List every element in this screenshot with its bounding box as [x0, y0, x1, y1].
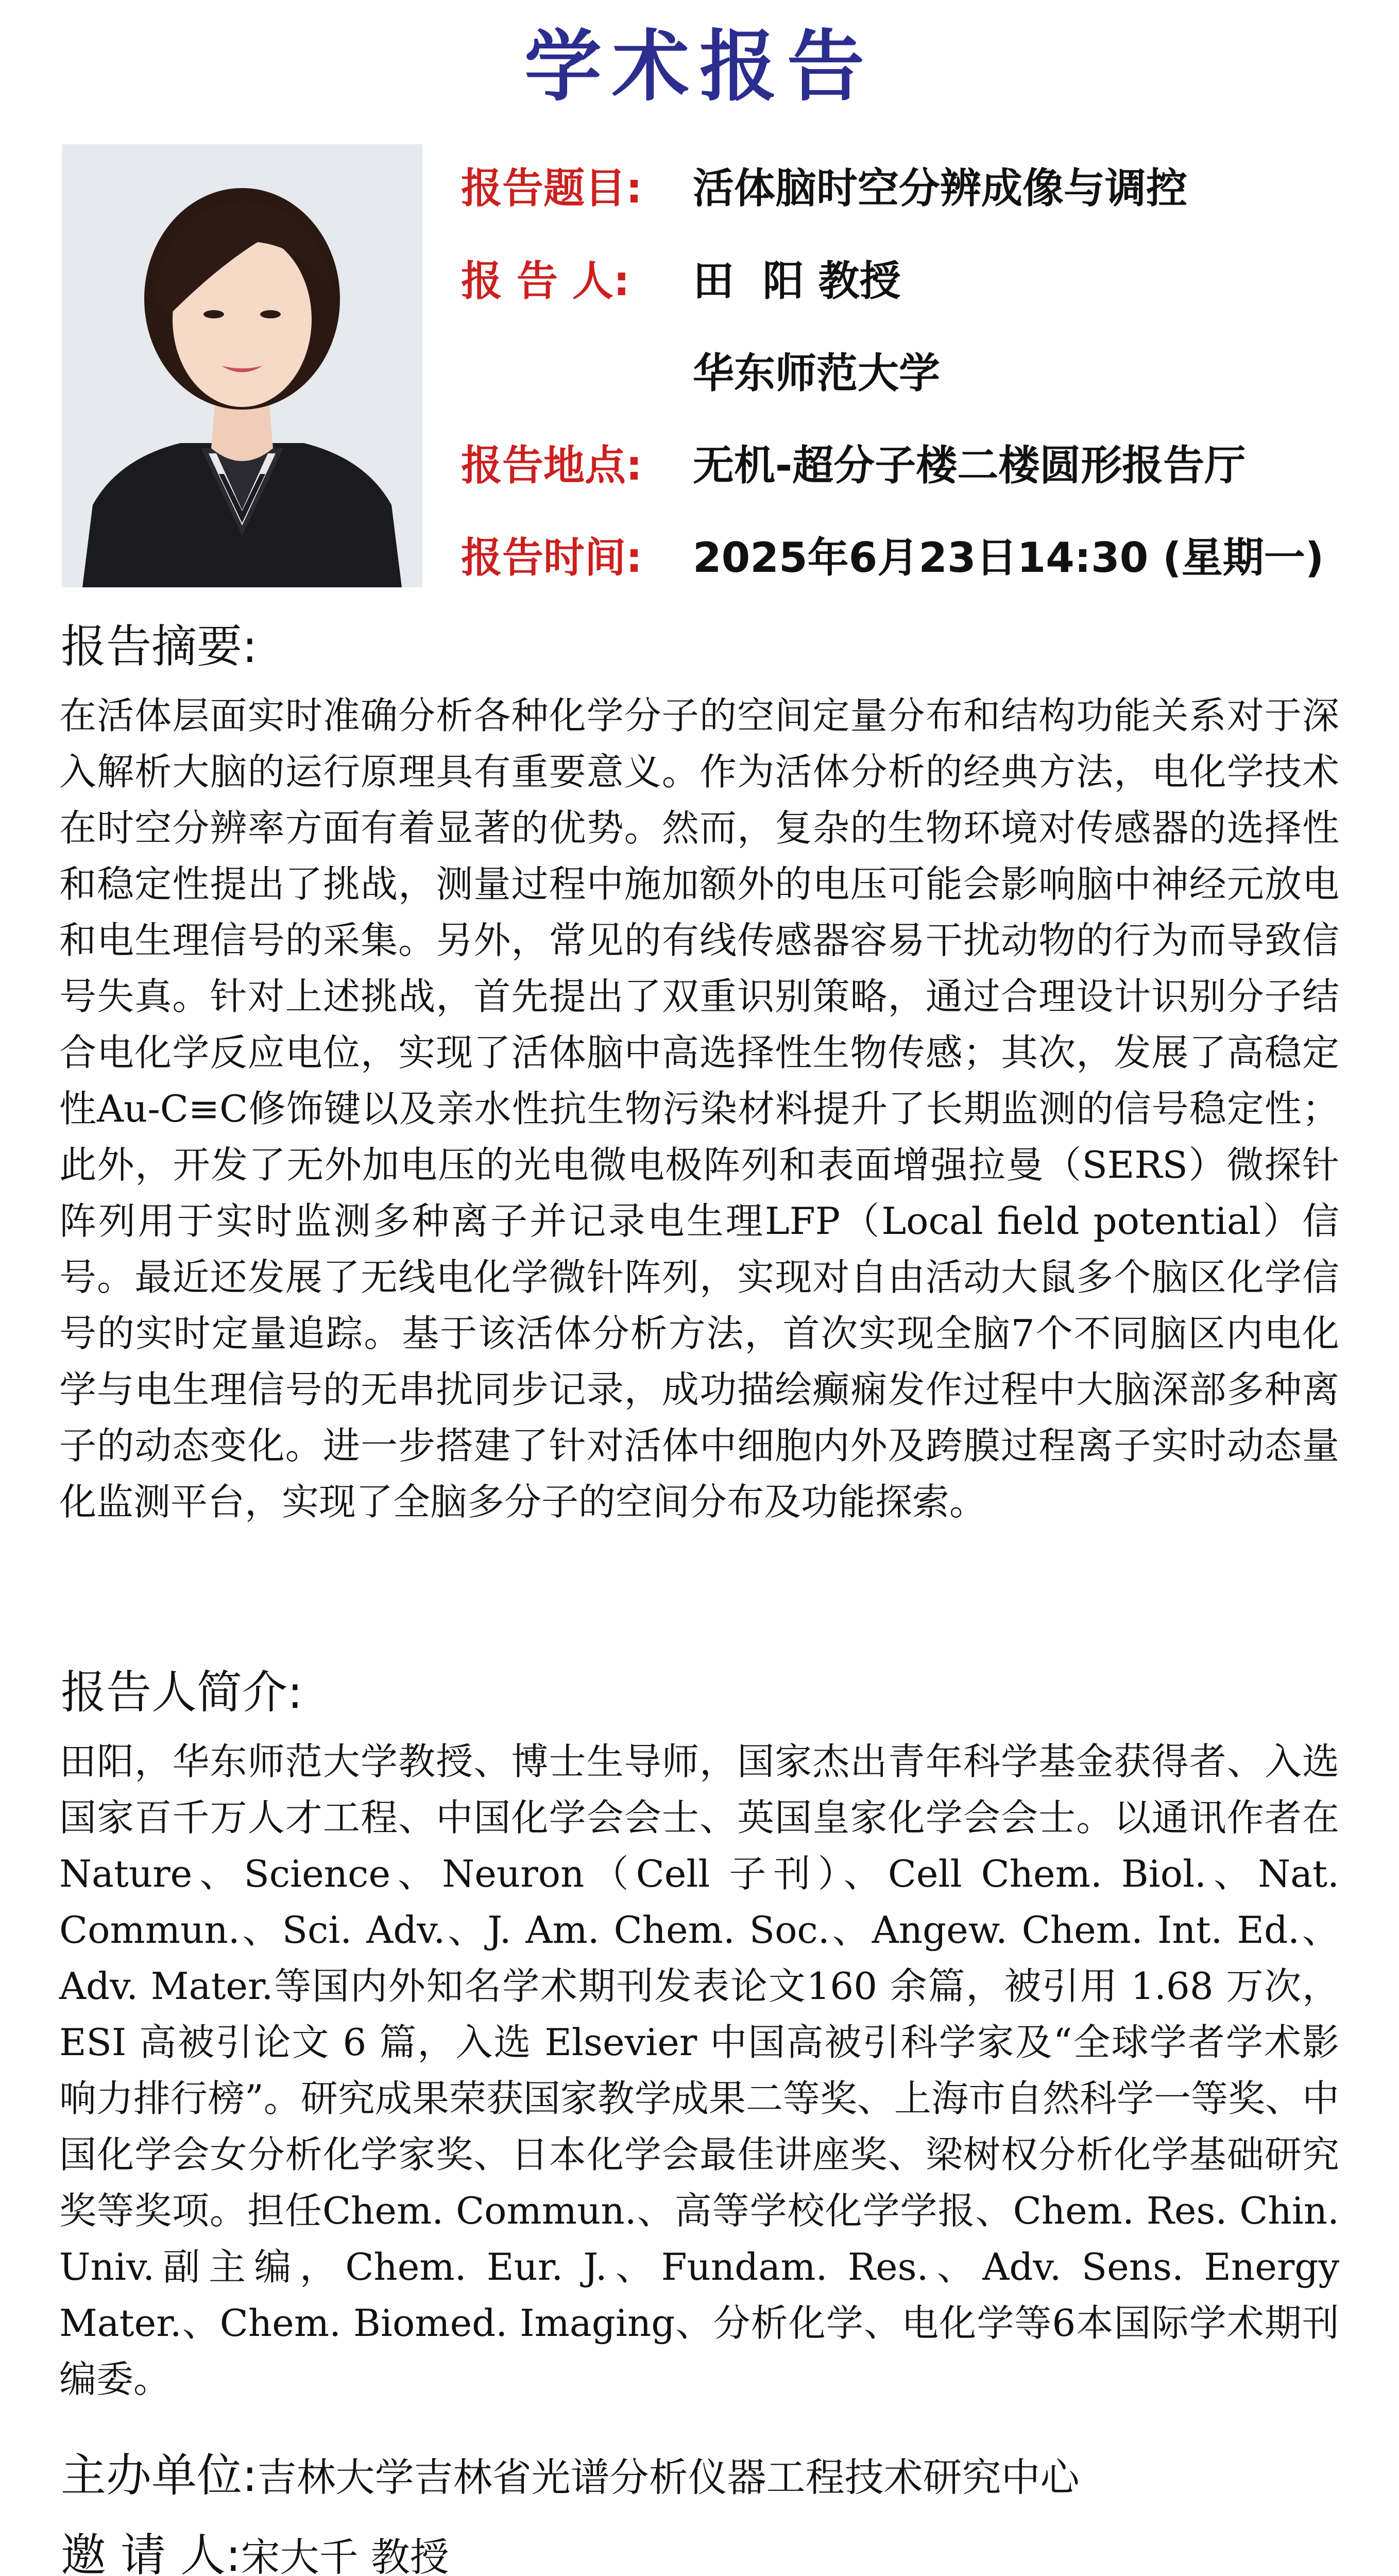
time-label: 报告时间:: [461, 534, 642, 582]
info-time: [461, 522, 1324, 594]
affiliation-value: 华东师范大学: [693, 349, 940, 397]
host-label: 主办单位:: [61, 2449, 258, 2502]
inviter-label: 邀 请 人:: [61, 2529, 241, 2576]
host-value: 吉林大学吉林省光谱分析仪器工程技术研究中心: [257, 2454, 1080, 2500]
speaker-label: 报 告 人:: [461, 257, 630, 305]
bio-text: 田阳，华东师范大学教授、博士生导师，国家杰出青年科学基金获得者、入选国家百千万人才工程、中国化学会会士、英国皇家化学会会士。以通讯作者在 Nature、Science、Neuron（Cell 子刊）、Cell Chem. Biol.、Nat. Commun.、Sci. Adv.、J. Am. Chem. Soc.、Angew. Chem. Int. Ed.、Adv. Mater.等国内外知名学术期刊发表论文160 余篇，被引用 1.68 万次，ESI 高被引论文 6 篇，入选 Elsevier 中国高被引科学家及“全球学者学术影响力排行榜”。研究成果荣获国家教学成果二等奖、上海市自然科学一等奖、中国化学会女分析化学家奖、日本化学会最佳讲座奖、梁树权分析化学基础研究奖等奖项。担任Chem. Commun.、高等学校化学学报、Chem. Res. Chin. Univ.副主编，Chem. Eur. J.、Fundam. Res.、Adv. Sens. Energy Mater.、Chem. Biomed. Imaging、分析化学、电化学等6本国际学术期刊编委。: [59, 1740, 1339, 2401]
speaker-value: 田 阳 教授: [693, 257, 901, 305]
info-location: [461, 430, 1246, 502]
speaker-photo: [62, 144, 422, 587]
host-row: [61, 2445, 1080, 2519]
info-topic: [461, 152, 1187, 225]
topic-label: 报告题目:: [461, 164, 642, 212]
info-affiliation: [461, 337, 940, 410]
info-speaker: [461, 245, 901, 317]
location-label: 报告地点:: [461, 442, 642, 489]
page-title: 学术报告: [524, 22, 875, 112]
location-value: 无机-超分子楼二楼圆形报告厅: [693, 442, 1246, 489]
abstract-text: 在活体层面实时准确分析各种化学分子的空间定量分布和结构功能关系对于深入解析大脑的运行原理具有重要意义。作为活体分析的经典方法，电化学技术在时空分辨率方面有着显著的优势。然而，复杂的生物环境对传感器的选择性和稳定性提出了挑战，测量过程中施加额外的电压可能会影响脑中神经元放电和电生理信号的采集。另外，常见的有线传感器容易干扰动物的行为而导致信号失真。针对上述挑战，首先提出了双重识别策略，通过合理设计识别分子结合电化学反应电位，实现了活体脑中高选择性生物传感；其次，发展了高稳定性Au-C≡C修饰键以及亲水性抗生物污染材料提升了长期监测的信号稳定性；此外，开发了无外加电压的光电微电极阵列和表面增强拉曼（SERS）微探针阵列用于实时监测多种离子并记录电生理LFP（Local field potential）信号。最近还发展了无线电化学微针阵列，实现对自由活动大鼠多个脑区化学信号的实时定量追踪。基于该活体分析方法，首次实现全脑7个不同脑区内电化学与电生理信号的无串扰同步记录，成功描绘癫痫发作过程中大脑深部多种离子的动态变化。进一步搭建了针对活体中细胞内外及跨膜过程离子实时动态量化监测平台，实现了全脑多分子的空间分布及功能探索。: [59, 694, 1339, 1523]
abstract-heading: 报告摘要:: [61, 620, 258, 673]
inviter-row: [61, 2524, 449, 2576]
time-value: 2025年6月23日14:30 (星期一): [693, 534, 1324, 582]
topic-value: 活体脑时空分辨成像与调控: [693, 164, 1187, 212]
bio-heading: 报告人简介:: [61, 1666, 303, 1719]
inviter-value: 宋大千 教授: [241, 2534, 449, 2576]
